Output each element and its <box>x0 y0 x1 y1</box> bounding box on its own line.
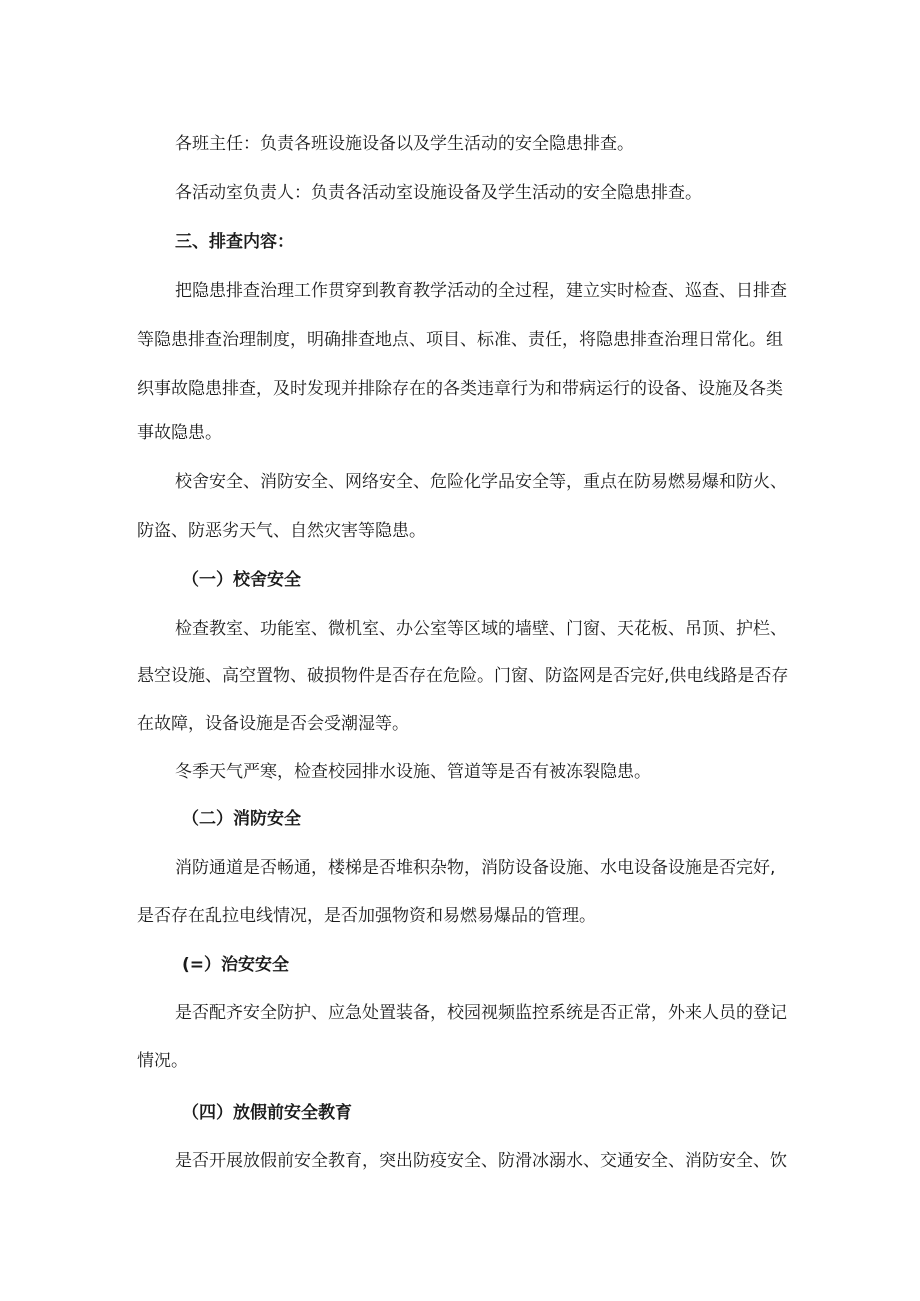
subsection-heading: （一）校舍安全 <box>182 570 301 590</box>
paragraph-line: 事故隐患。 <box>137 423 222 443</box>
paragraph-line: 情况。 <box>137 1051 188 1071</box>
paragraph-line: 检查教室、功能室、微机室、办公室等区域的墙壁、门窗、天花板、吊顶、护栏、 <box>175 619 787 639</box>
subsection-heading: （二）消防安全 <box>182 809 301 829</box>
paragraph-line: 是否配齐安全防护、应急处置装备，校园视频监控系统是否正常，外来人员的登记 <box>175 1003 787 1023</box>
paragraph-line: 织事故隐患排查，及时发现并排除存在的各类违章行为和带病运行的设备、设施及各类 <box>137 379 783 399</box>
paragraph-line: 消防通道是否畅通，楼梯是否堆积杂物，消防设备设施、水电设备设施是否完好, <box>175 858 776 878</box>
paragraph-line: 悬空设施、高空置物、破损物件是否存在危险。门窗、防盗网是否完好,供电线路是否存 <box>137 666 789 686</box>
paragraph-line: 防盗、防恶劣天气、自然灾害等隐患。 <box>137 521 426 541</box>
paragraph-line: 各班主任：负责各班设施设备以及学生活动的安全隐患排查。 <box>175 134 634 154</box>
subsection-heading: （四）放假前安全教育 <box>182 1103 352 1123</box>
section-heading: 三、排查内容： <box>175 232 294 252</box>
subsection-heading: (=）治安安全 <box>182 955 290 975</box>
paragraph-line: 是否存在乱拉电线情况，是否加强物资和易燃易爆品的管理。 <box>137 906 596 926</box>
paragraph-line: 在故障，设备设施是否会受潮湿等。 <box>137 714 409 734</box>
paragraph-line: 校舍安全、消防安全、网络安全、危险化学品安全等，重点在防易燃易爆和防火、 <box>175 472 787 492</box>
paragraph-line: 等隐患排查治理制度，明确排查地点、项目、标准、责任，将隐患排查治理日常化。组 <box>137 330 783 350</box>
paragraph-line: 冬季天气严寒，检查校园排水设施、管道等是否有被冻裂隐患。 <box>175 762 651 782</box>
paragraph-line: 各活动室负责人：负责各活动室设施设备及学生活动的安全隐患排查。 <box>175 183 702 203</box>
paragraph-line: 是否开展放假前安全教育，突出防疫安全、防滑冰溺水、交通安全、消防安全、饮 <box>175 1151 787 1171</box>
paragraph-line: 把隐患排查治理工作贯穿到教育教学活动的全过程，建立实时检查、巡查、日排查 <box>175 281 787 301</box>
